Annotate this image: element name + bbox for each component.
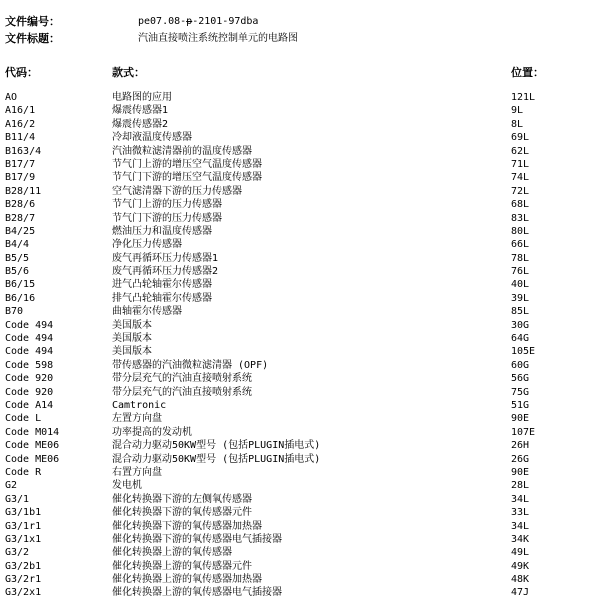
row-position: 33L — [511, 507, 530, 519]
row-code: G3/2r1 — [5, 574, 42, 586]
doc-title-value: 汽油直接喷注系统控制单元的电路图 — [138, 33, 298, 44]
table-row — [5, 386, 603, 399]
table-row — [5, 479, 603, 492]
row-position: 30G — [511, 319, 530, 331]
row-position: 48K — [511, 574, 530, 586]
table-row — [5, 278, 603, 291]
table-row — [5, 104, 603, 117]
row-code: B28/11 — [5, 185, 42, 197]
row-position: 49L — [511, 547, 530, 559]
row-code: B4/25 — [5, 225, 36, 237]
row-description: 汽油微粒滤清器前的温度传感器 — [112, 145, 252, 157]
doc-number-suffix: -2101-97dba — [192, 16, 259, 27]
row-code: Code 494 — [5, 346, 54, 358]
row-position: 40L — [511, 279, 530, 291]
doc-number-label: 文件编号： — [5, 15, 60, 28]
row-position: 49K — [511, 560, 530, 572]
row-code: B28/6 — [5, 199, 36, 211]
table-row — [5, 412, 603, 425]
row-code: B6/16 — [5, 292, 36, 304]
doc-number-value — [138, 15, 258, 29]
row-description: 混合动力驱动50KW型号 (包括PLUGIN插电式) — [112, 440, 321, 452]
row-code: G3/1 — [5, 493, 30, 505]
row-code: B6/15 — [5, 279, 36, 291]
table-header — [5, 66, 603, 80]
row-description: 电路图的应用 — [112, 92, 172, 103]
row-description: 发电机 — [112, 480, 142, 492]
row-description: 催化转换器上游的氧传感器元件 — [112, 560, 252, 572]
table-row — [5, 238, 603, 251]
row-description: 爆震传感器2 — [112, 118, 169, 130]
row-description: 冷却液温度传感器 — [112, 132, 192, 144]
table-row — [5, 586, 603, 599]
row-description: 催化转换器上游的氧传感器电气插接器 — [112, 587, 282, 599]
table-row — [5, 520, 603, 533]
header-code: 代码： — [5, 66, 38, 79]
row-code: Code M014 — [5, 426, 60, 438]
table-row — [5, 560, 603, 573]
row-position: 90E — [511, 413, 530, 425]
table-row — [5, 372, 603, 385]
row-position: 34L — [511, 520, 530, 532]
row-description: 曲轴霍尔传感器 — [112, 306, 182, 318]
table-row — [5, 453, 603, 466]
row-position: 72L — [511, 185, 530, 197]
row-description: 催化转换器下游的氧传感器加热器 — [112, 520, 262, 532]
row-code: A16/1 — [5, 105, 36, 117]
row-position: 69L — [511, 132, 530, 144]
table-row — [5, 439, 603, 452]
row-description: 节气门上游的增压空气温度传感器 — [112, 158, 262, 170]
row-position: 75G — [511, 386, 530, 398]
row-description: 催化转换器下游的氧传感器元件 — [112, 507, 252, 519]
row-code: G3/2b1 — [5, 560, 42, 572]
table-row — [5, 426, 603, 439]
row-description: 催化转换器上游的氧传感器 — [112, 547, 232, 559]
row-code: A16/2 — [5, 118, 36, 130]
table-row — [5, 158, 603, 171]
table-row — [5, 91, 603, 104]
table-row — [5, 171, 603, 184]
row-position: 39L — [511, 292, 530, 304]
row-code: B5/5 — [5, 252, 30, 264]
row-code: B11/4 — [5, 132, 36, 144]
row-code: Code 494 — [5, 319, 54, 331]
row-description: 节气门上游的压力传感器 — [112, 199, 222, 211]
row-code: G3/1b1 — [5, 507, 42, 519]
row-position: 78L — [511, 252, 530, 264]
row-description: 燃油压力和温度传感器 — [112, 225, 212, 237]
table-row — [5, 185, 603, 198]
row-position: 56G — [511, 373, 530, 385]
row-position: 68L — [511, 199, 530, 211]
table-row — [5, 292, 603, 305]
table-row — [5, 332, 603, 345]
table-row — [5, 319, 603, 332]
row-description: 美国版本 — [112, 319, 152, 331]
row-code: Code ME06 — [5, 440, 60, 452]
row-position: 105E — [511, 346, 536, 358]
header-position: 位置： — [511, 66, 544, 79]
row-position: 8L — [511, 118, 524, 130]
row-position: 83L — [511, 212, 530, 224]
row-position: 85L — [511, 306, 530, 318]
row-position: 107E — [511, 426, 536, 438]
row-code: G3/1x1 — [5, 533, 42, 545]
row-description: 排气凸轮轴霍尔传感器 — [112, 292, 212, 304]
row-description: 净化压力传感器 — [112, 239, 182, 251]
row-position: 28L — [511, 480, 530, 492]
row-code: B4/4 — [5, 239, 30, 251]
row-position: 71L — [511, 158, 530, 170]
row-position: 121L — [511, 92, 536, 103]
row-code: G3/2 — [5, 547, 30, 559]
row-position: 34K — [511, 533, 530, 545]
doc-number-struck: p — [186, 16, 193, 27]
row-position: 60G — [511, 359, 530, 371]
table-row — [5, 345, 603, 358]
table-row — [5, 131, 603, 144]
row-description: 催化转换器下游的氧传感器电气插接器 — [112, 533, 282, 545]
row-description: 爆震传感器1 — [112, 105, 169, 117]
table-row — [5, 145, 603, 158]
row-description: 功率提高的发动机 — [112, 426, 192, 438]
row-description: 催化转换器下游的左侧氧传感器 — [112, 493, 252, 505]
table-row — [5, 573, 603, 586]
table-row — [5, 225, 603, 238]
row-description: 废气再循环压力传感器1 — [112, 252, 219, 264]
table-row — [5, 212, 603, 225]
row-description: 带传感器的汽油微粒滤清器 (OPF) — [112, 359, 269, 371]
row-description: 空气滤清器下游的压力传感器 — [112, 185, 242, 197]
row-position: 62L — [511, 145, 530, 157]
row-position: 66L — [511, 239, 530, 251]
row-code: B5/6 — [5, 266, 30, 278]
row-code: B17/7 — [5, 158, 36, 170]
row-code: Code R — [5, 466, 42, 478]
table-row — [5, 506, 603, 519]
table-row — [5, 252, 603, 265]
row-code: G3/1r1 — [5, 520, 42, 532]
component-table — [5, 91, 603, 600]
row-code: Code ME06 — [5, 453, 60, 465]
row-code: Code A14 — [5, 399, 54, 411]
row-description: 带分层充气的汽油直接喷射系统 — [112, 373, 252, 385]
doc-title-label: 文件标题： — [5, 32, 60, 45]
row-code: G2 — [5, 480, 18, 492]
row-code: B163/4 — [5, 145, 42, 157]
header-description: 款式： — [112, 66, 145, 79]
row-description: 催化转换器上游的氧传感器加热器 — [112, 574, 262, 586]
row-position: 80L — [511, 225, 530, 237]
row-position: 51G — [511, 399, 530, 411]
row-code: AO — [5, 92, 18, 103]
doc-number-prefix: pe07.08- — [138, 16, 187, 27]
row-position: 26H — [511, 440, 530, 452]
row-description: 节气门下游的压力传感器 — [112, 212, 222, 224]
row-description: 进气凸轮轴霍尔传感器 — [112, 279, 212, 291]
table-row — [5, 493, 603, 506]
row-code: B17/9 — [5, 172, 36, 184]
row-position: 34L — [511, 493, 530, 505]
row-code: Code 494 — [5, 333, 54, 345]
row-position: 26G — [511, 453, 530, 465]
table-row — [5, 546, 603, 559]
table-row — [5, 265, 603, 278]
row-code: B70 — [5, 306, 24, 318]
row-description: 美国版本 — [112, 346, 152, 358]
row-position: 76L — [511, 266, 530, 278]
row-description: 混合动力驱动50KW型号 (包括PLUGIN插电式) — [112, 453, 321, 465]
row-code: Code 598 — [5, 359, 54, 371]
row-description: 节气门下游的增压空气温度传感器 — [112, 172, 262, 184]
row-description: 右置方向盘 — [112, 466, 162, 478]
row-code: Code 920 — [5, 373, 54, 385]
table-row — [5, 533, 603, 546]
row-description: 废气再循环压力传感器2 — [112, 266, 219, 278]
row-position: 64G — [511, 333, 530, 345]
row-description: Camtronic — [112, 399, 167, 411]
table-row — [5, 359, 603, 372]
row-description: 左置方向盘 — [112, 413, 162, 425]
row-position: 90E — [511, 466, 530, 478]
table-row — [5, 305, 603, 318]
row-code: Code L — [5, 413, 42, 425]
row-description: 带分层充气的汽油直接喷射系统 — [112, 386, 252, 398]
row-position: 74L — [511, 172, 530, 184]
row-position: 47J — [511, 587, 530, 599]
row-description: 美国版本 — [112, 333, 152, 345]
table-row — [5, 118, 603, 131]
table-row — [5, 198, 603, 211]
row-code: Code 920 — [5, 386, 54, 398]
row-code: B28/7 — [5, 212, 36, 224]
table-row — [5, 399, 603, 412]
row-position: 9L — [511, 105, 524, 117]
table-row — [5, 466, 603, 479]
row-code: G3/2x1 — [5, 587, 42, 599]
